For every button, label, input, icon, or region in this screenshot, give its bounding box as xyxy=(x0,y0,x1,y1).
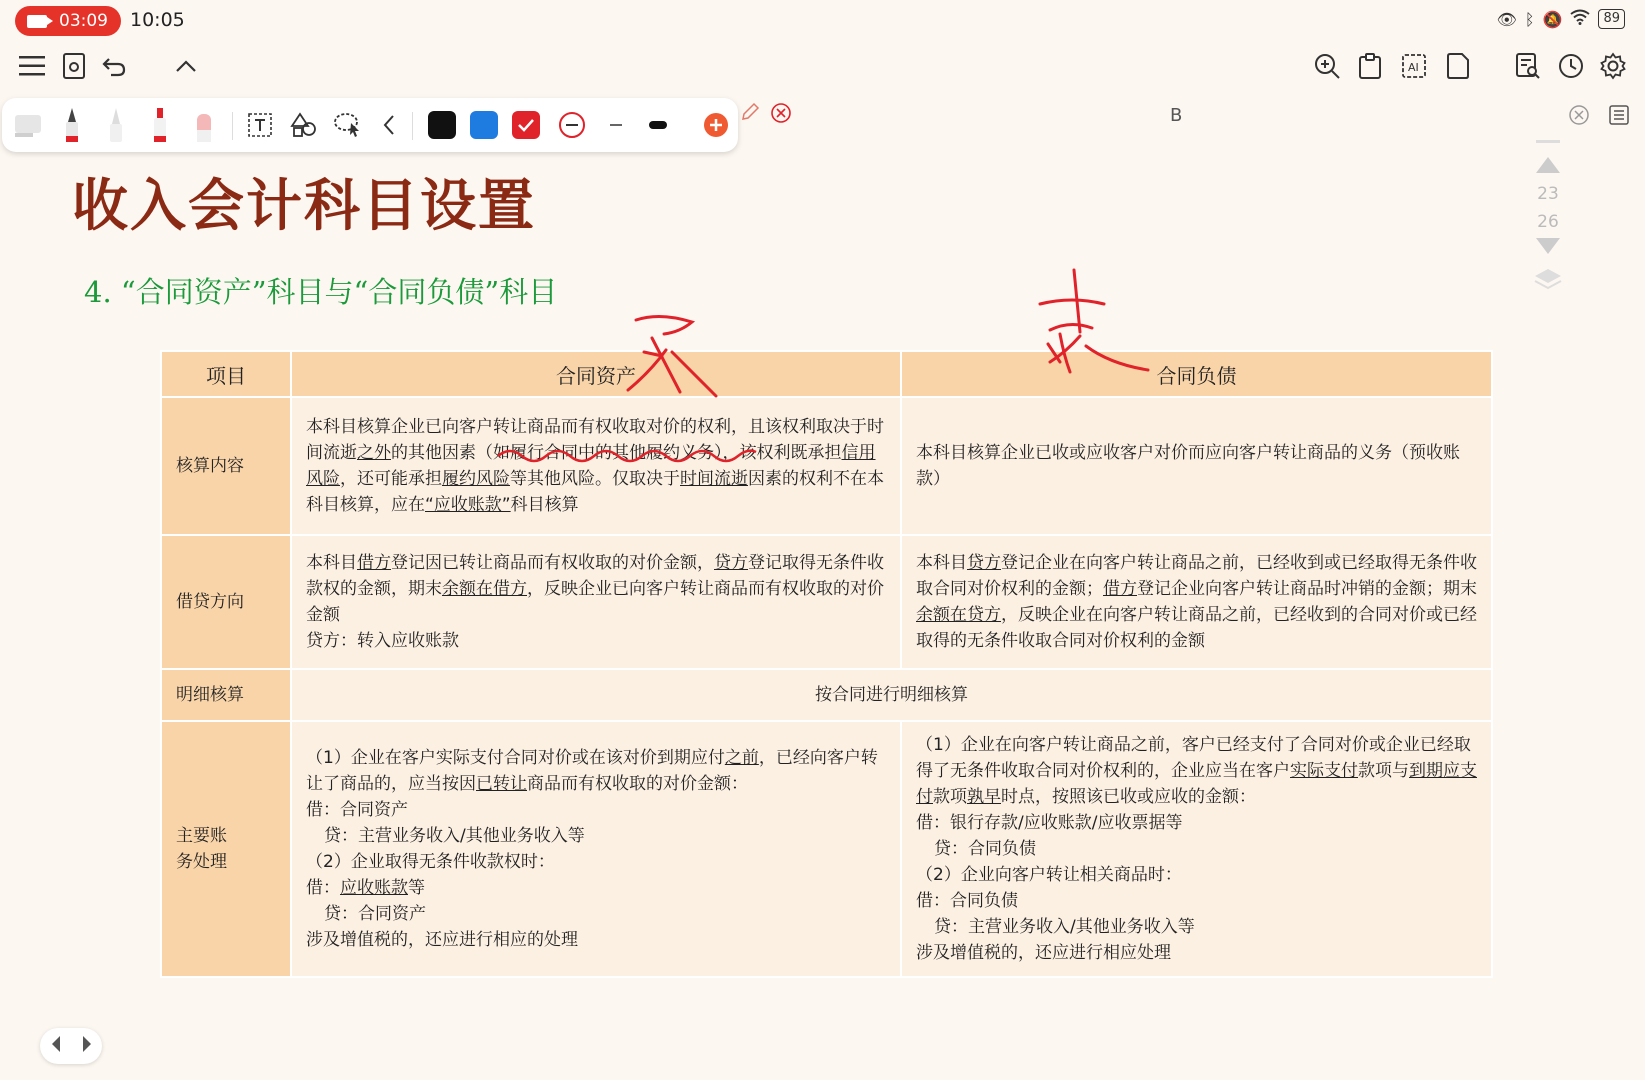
cell-detail: 按合同进行明细核算 xyxy=(291,669,1492,721)
preview-icon[interactable] xyxy=(54,46,94,86)
chevron-left-icon[interactable] xyxy=(374,106,404,144)
clear-icon[interactable] xyxy=(1568,104,1590,130)
fountain-pen-icon[interactable] xyxy=(54,106,90,144)
table-row xyxy=(161,535,1492,669)
table-row xyxy=(161,397,1492,535)
mute-icon: 🔕 xyxy=(1542,9,1563,29)
status-bar xyxy=(0,0,1645,42)
eye-icon: 👁 xyxy=(1496,9,1517,29)
eraser-icon[interactable] xyxy=(186,106,222,144)
clock: 10:05 xyxy=(130,9,185,31)
table-row xyxy=(161,721,1492,977)
page-icon[interactable] xyxy=(1438,46,1478,86)
pen-toolbar xyxy=(2,98,738,152)
thickness-medium-icon[interactable] xyxy=(598,106,634,144)
layers-icon[interactable] xyxy=(1530,267,1566,298)
undo-icon[interactable] xyxy=(94,46,134,86)
zoom-in-icon[interactable] xyxy=(1307,46,1347,86)
marker-icon[interactable] xyxy=(142,106,178,144)
ai-icon[interactable] xyxy=(1394,46,1434,86)
cell-liability-content: 本科目核算企业已收或应收客户对价而应向客户转让商品的义务（预收账款） xyxy=(901,397,1492,535)
search-doc-icon[interactable] xyxy=(1508,46,1548,86)
annotation-bar xyxy=(740,98,1645,136)
close-circle-icon[interactable] xyxy=(770,102,792,128)
slide-title: 收入会计科目设置 xyxy=(72,174,536,239)
page-down-icon[interactable] xyxy=(1530,236,1566,261)
recording-indicator[interactable] xyxy=(15,6,121,36)
cell-liability-entries: （1）企业在向客户转让商品之前，客户已经支付了合同对价或企业已经取得了无条件收取合同对价权利的，企业应当在客户实际支付款项与到期应支付款项孰早时点，按照该已收或应收的金额： 借：银行存款/应收账款/应收票据等 贷：合同负债 （2）企业向客户转让相关商品时： 借：合同负债 贷：主营业务收入/其他业务收入等 涉及增值税的，还应进行相应处理 xyxy=(901,721,1492,977)
edit-pen-icon[interactable] xyxy=(740,102,760,126)
cell-asset-entries: （1）企业在客户实际支付合同对价或在该对价到期应付之前，已经向客户转让了商品的，应当按因已转让商品而有权收取的对价金额： 借：合同资产 贷：主营业务收入/其他业务收入等 （2）企业取得无条件收款权时： 借：应收账款等 贷：合同资产 涉及增值税的，还应进行相应的处理 xyxy=(291,721,901,977)
cell-asset-content: 本科目核算企业已向客户转让商品而有权收取对价的权利，且该权利取决于时间流逝之外的其他因素（如履行合同中的其他履约义务），该权利既承担信用风险，还可能承担履约风险等其他风险。仅取决于时间流逝因素的权利不在本科目核算，应在“应收账款”科目核算 xyxy=(291,397,901,535)
row-label-detail: 明细核算 xyxy=(161,669,291,721)
page-up-icon[interactable] xyxy=(1530,155,1566,180)
thickness-thick-icon[interactable] xyxy=(640,106,676,144)
recording-time: 03:09 xyxy=(59,11,108,31)
menu-icon[interactable] xyxy=(12,46,52,86)
color-red-swatch[interactable] xyxy=(508,106,544,144)
battery-indicator: 89 xyxy=(1598,9,1625,29)
wifi-icon xyxy=(1570,9,1590,29)
thickness-thin-icon[interactable] xyxy=(554,106,590,144)
page-arrows xyxy=(40,1028,102,1064)
collapse-icon[interactable] xyxy=(166,46,206,86)
lasso-select-icon[interactable] xyxy=(330,106,366,144)
nav-handle xyxy=(1536,140,1560,143)
table-row xyxy=(161,669,1492,721)
system-icons xyxy=(1497,9,1625,29)
bluetooth-icon: ᛒ xyxy=(1524,9,1535,29)
row-label-direction: 借贷方向 xyxy=(161,535,291,669)
row-label-entries: 主要账 务处理 xyxy=(161,721,291,977)
next-page-icon[interactable] xyxy=(81,1035,93,1058)
accounts-table xyxy=(160,350,1493,978)
section-title: 4. “合同资产”科目与“合同负债”科目 xyxy=(84,275,558,309)
color-black-swatch[interactable] xyxy=(424,106,460,144)
top-toolbar xyxy=(0,46,1645,90)
prev-page-icon[interactable] xyxy=(50,1035,62,1058)
color-blue-swatch[interactable] xyxy=(466,106,502,144)
toolbar-divider xyxy=(232,112,233,140)
shapes-icon[interactable] xyxy=(286,106,322,144)
header-item: 项目 xyxy=(161,351,291,397)
table-header-row xyxy=(161,351,1492,397)
text-box-icon[interactable] xyxy=(242,106,278,144)
page-navigator xyxy=(1530,140,1566,310)
svg-text:AI: AI xyxy=(1408,61,1419,74)
settings-icon[interactable] xyxy=(1593,46,1633,86)
cell-asset-direction: 本科目借方登记因已转让商品而有权收取的对价金额，贷方登记取得无条件收款权的金额，期末余额在借方，反映企业已向客户转让商品而有权收取的对价金额 贷方：转入应收账款 xyxy=(291,535,901,669)
page-number-a: 23 xyxy=(1537,184,1559,204)
pencil-icon[interactable] xyxy=(98,106,134,144)
toolbar-divider xyxy=(412,112,413,140)
add-tool-icon[interactable] xyxy=(698,106,734,144)
row-label-content: 核算内容 xyxy=(161,397,291,535)
history-icon[interactable] xyxy=(1551,46,1591,86)
camera-icon xyxy=(27,15,47,28)
cell-liability-direction: 本科目贷方登记企业在向客户转让商品之前，已经收到或已经取得无条件收取合同对价权利的金额；借方登记企业向客户转让商品时冲销的金额；期末余额在贷方，反映企业在向客户转让商品之前，已经收到的合同对价或已经取得的无条件收取合同对价权利的金额 xyxy=(901,535,1492,669)
page-number-b: 26 xyxy=(1537,212,1559,232)
header-contract-liability: 合同负债 xyxy=(901,351,1492,397)
eraser-box-icon[interactable] xyxy=(10,106,46,144)
clipboard-icon[interactable] xyxy=(1350,46,1390,86)
annotation-label: B xyxy=(1170,105,1183,126)
header-contract-asset: 合同资产 xyxy=(291,351,901,397)
list-icon[interactable] xyxy=(1608,104,1630,130)
